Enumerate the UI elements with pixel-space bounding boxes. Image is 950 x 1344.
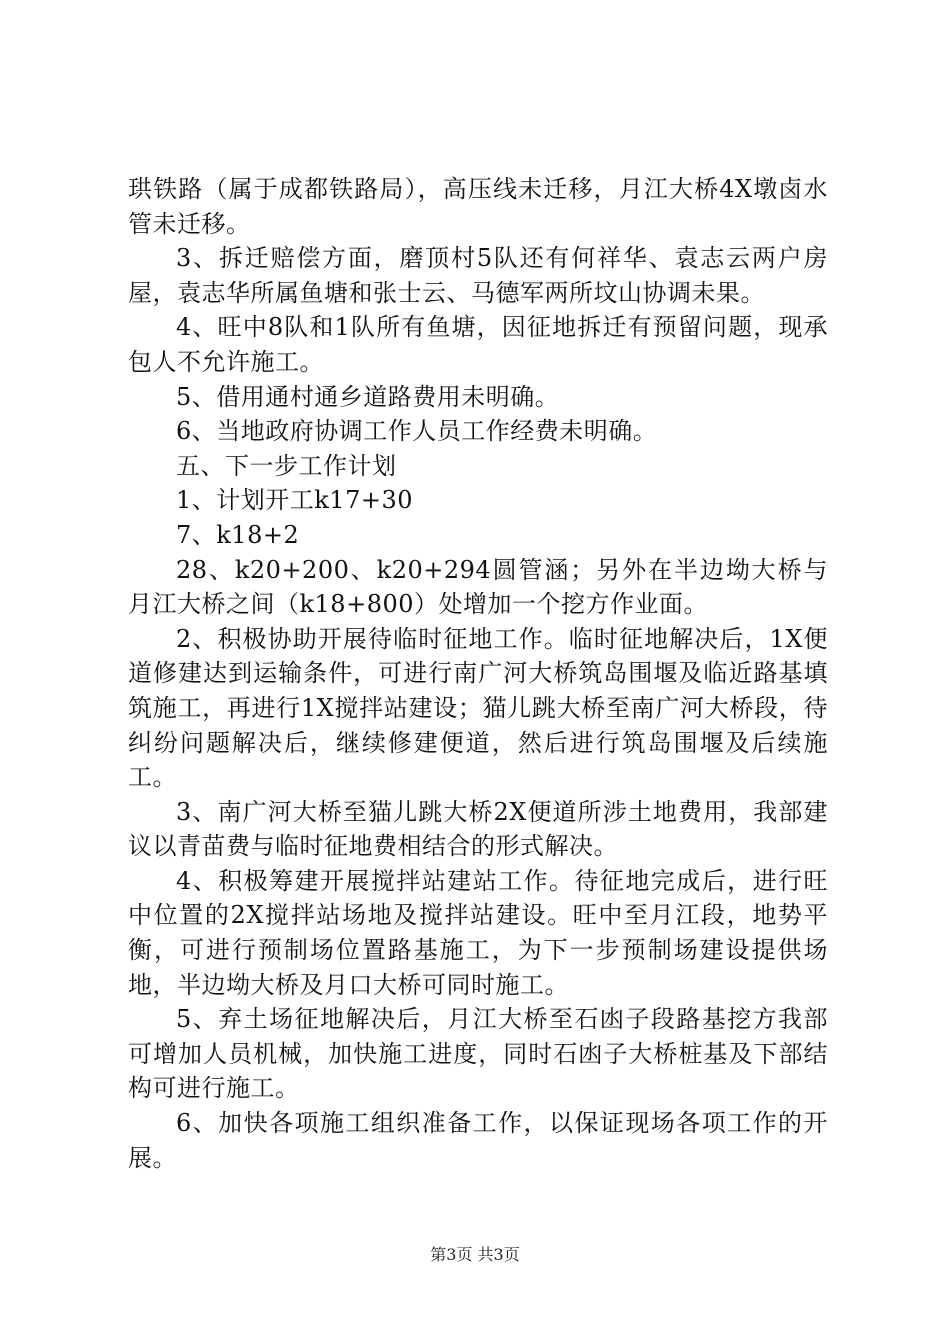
paragraph: 3、南广河大桥至猫儿跳大桥2X便道所涉土地费用，我部建议以青苗费与临时征地费相结合的形式解决。 [128, 797, 828, 861]
paragraph: 5、弃土场征地解决后，月江大桥至石凼子段路基挖方我部可增加人员机械，加快施工进度，同时石凼子大桥桩基及下部结构可进行施工。 [128, 1005, 828, 1103]
paragraph: 6、当地政府协调工作人员工作经费未明确。 [176, 417, 658, 446]
paragraph: 4、旺中8队和1队所有鱼塘，因征地拆迁有预留问题，现承包人不允许施工。 [128, 313, 828, 376]
document-body [128, 172, 828, 1175]
paragraph: 5、借用通村通乡道路费用未明确。 [176, 382, 560, 411]
paragraph: 珙铁路（属于成都铁路局），高压线未迁移，月江大桥4X墩卤水管未迁移。 [128, 175, 828, 238]
paragraph: 6、加快各项施工组织准备工作，以保证现场各项工作的开展。 [128, 1109, 828, 1172]
paragraph: 4、积极筹建开展搅拌站建站工作。待征地完成后，进行旺中位置的2X搅拌站场地及搅拌站建设。旺中至月江段，地势平衡，可进行预制场位置路基施工，为下一步预制场建设提供场地，半边坳大桥及月口大桥可同时施工。 [128, 866, 828, 999]
page-number-footer: 第3页 共3页 [430, 1245, 520, 1264]
paragraph: 3、拆迁赔偿方面，磨顶村5队还有何祥华、袁志云两户房屋，袁志华所属鱼塘和张士云、马德军两所坟山协调未果。 [128, 244, 828, 307]
paragraph: 7、k18+2 [176, 520, 300, 549]
paragraph: 2、积极协助开展待临时征地工作。临时征地解决后，1X便道修建达到运输条件，可进行南广河大桥筑岛围堰及临近路基填筑施工，再进行1X搅拌站建设；猫儿跳大桥至南广河大桥段，待纠纷问题解决后，继续修建便道，然后进行筑岛围堰及后续施工。 [128, 624, 828, 792]
paragraph: 28、k20+200、k20+294圆管涵；另外在半边坳大桥与月江大桥之间（k18+800）处增加一个挖方作业面。 [128, 555, 828, 619]
section-heading: 五、下一步工作计划 [176, 451, 397, 480]
paragraph: 1、计划开工k17+30 [176, 486, 413, 515]
